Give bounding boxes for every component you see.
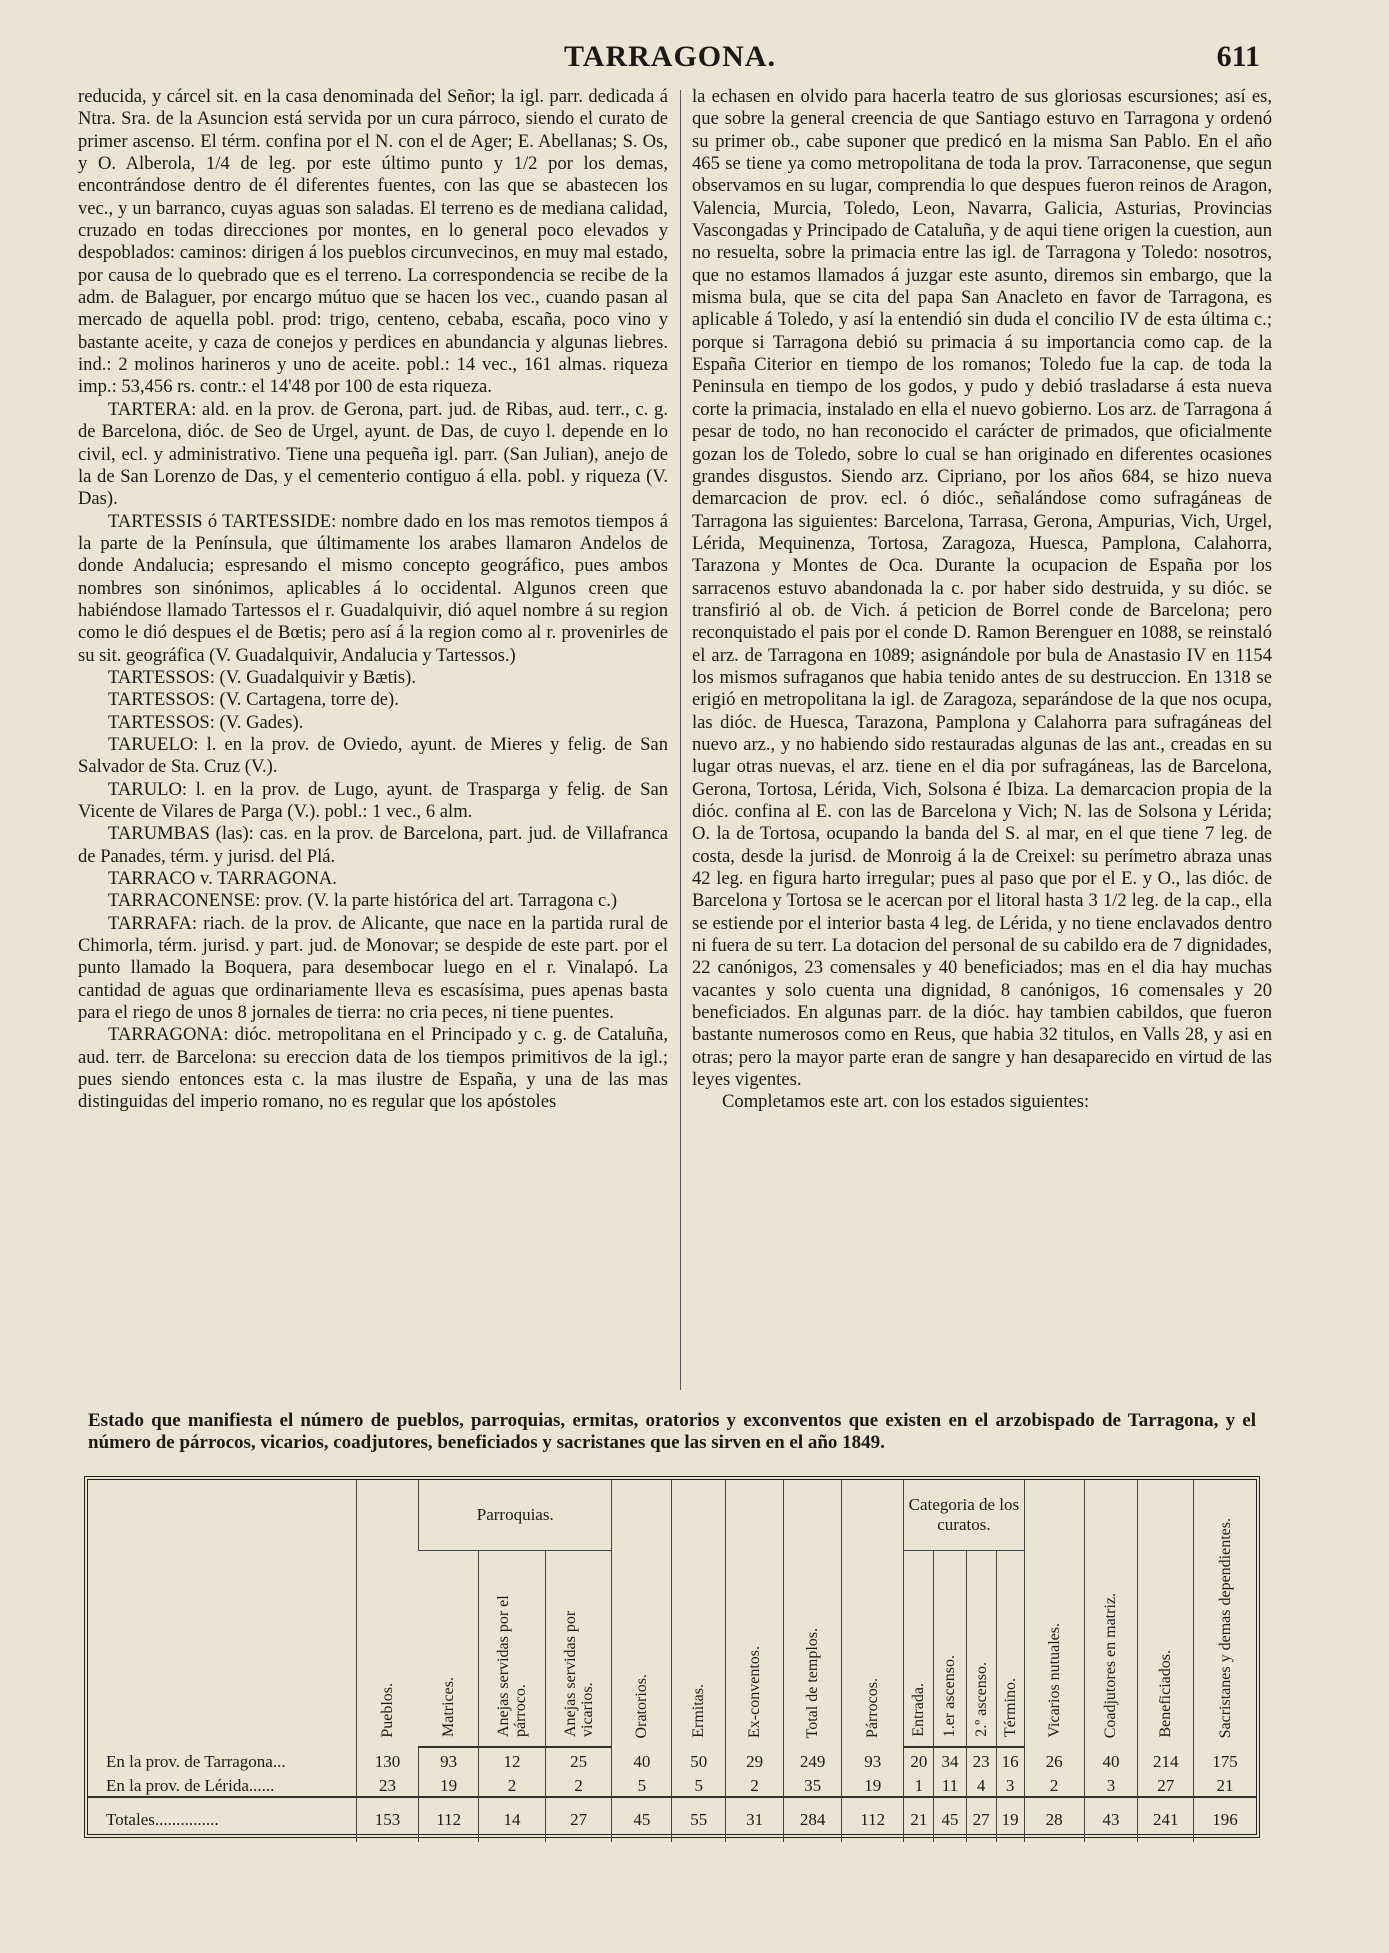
column-divider [680, 90, 681, 1390]
table-cell: 2 [545, 1772, 612, 1797]
col-anejas-vicarios: Anejas servidas por vicarios. [545, 1551, 612, 1748]
table-cell: 19 [996, 1797, 1024, 1842]
col-sacristanes: Sacristanes y demas dependientes. [1194, 1480, 1256, 1747]
table-cell: 27 [966, 1797, 996, 1842]
col-primer-ascenso: 1.er ascenso. [934, 1551, 966, 1748]
table-cell: 28 [1024, 1797, 1084, 1842]
row-label: En la prov. de Tarragona... [106, 1751, 286, 1771]
row-label: Totales............... [88, 1797, 356, 1842]
table-cell: 16 [996, 1747, 1024, 1772]
col-pueblos: Pueblos. [356, 1480, 418, 1747]
col-coadjutores: Coadjutores en matriz. [1084, 1480, 1138, 1747]
table-cell: 35 [784, 1772, 842, 1797]
table-cell: 26 [1024, 1747, 1084, 1772]
table-cell: 93 [419, 1747, 479, 1772]
table-cell: 40 [1084, 1747, 1138, 1772]
table-cell: 112 [842, 1797, 904, 1842]
col-exconventos: Ex-conventos. [726, 1480, 784, 1747]
running-title: TARRAGONA. [564, 40, 776, 73]
table-cell: 27 [1138, 1772, 1194, 1797]
table-row [88, 1772, 1256, 1797]
entry-tartessos-2: TARTESSOS: (V. Cartagena, torre de). [108, 689, 399, 711]
table-cell: 23 [356, 1772, 418, 1797]
table-cell: 55 [672, 1797, 726, 1842]
table-cell: 34 [934, 1747, 966, 1772]
entry-tarumbas: TARUMBAS (las): cas. en la prov. de Barcelona, part. jud. de Villafranca de Panades, térm. y jurisd. del Plá. [78, 823, 668, 867]
entry-continuation: reducida, y cárcel sit. en la casa denominada del Señor; la igl. parr. dedicada á Ntra. Sra. de la Asuncion está servida por un cura párroco, siendo el curato de primer ascenso. El térm. confina por el N. con el de Ager; E. Abellanas; S. Os, y O. Alberola, 1/4 de leg. por este último punto y 1/2 por los demas, encontrándose dentro de él diferentes fuentes, con las que se abastecen los vec., y un barranco, cuyas aguas son saladas. El terreno es de mediana calidad, cruzado en todas direcciones por montes, en lo general poco elevados y despoblados: caminos: dirigen á los pueblos circunvecinos, en muy mal estado, por causa de lo quebrado que es el terreno. La correspondencia se recibe de la adm. de Balaguer, por encargo mútuo que se hacen los vec., cuando pasan al mercado de aquella pobl. prod: trigo, centeno, cebaba, escaña, poco vino y bastante aceite, y caza de conejos y perdices en abundancia y algunas liebres. ind.: 2 molinos harineros y uno de aceite. pobl.: 14 vec., 161 almas. riqueza imp.: 53,456 rs. contr.: el 14'48 por 100 de esta riqueza. [78, 86, 668, 398]
col-entrada: Entrada. [904, 1551, 934, 1748]
table-cell: 29 [726, 1747, 784, 1772]
table-cell: 241 [1138, 1797, 1194, 1842]
table-cell: 5 [672, 1772, 726, 1797]
entry-tarulo: TARULO: l. en la prov. de Lugo, ayunt. de Trasparga y felig. de San Vicente de Vilares de Parga (V.). pobl.: 1 vec., 6 alm. [78, 778, 668, 822]
table-cell: 19 [842, 1772, 904, 1797]
table-cell: 43 [1084, 1797, 1138, 1842]
table-cell: 196 [1194, 1797, 1256, 1842]
table-cell: 284 [784, 1797, 842, 1842]
table-cell: 45 [934, 1797, 966, 1842]
entry-tarraconense: TARRACONENSE: prov. (V. la parte histórica del art. Tarragona c.) [108, 890, 618, 912]
table-cell: 19 [419, 1772, 479, 1797]
table-cell: 31 [726, 1797, 784, 1842]
table-cell: 21 [904, 1797, 934, 1842]
entry-tarragona-continued: la echasen en olvido para hacerla teatro de sus gloriosas escursiones; así es, que sobre la general creencia de que Santiago estuvo en Tarragona y ordenó su primer ob., cabe suponer que predicó en la misma San Pablo. En el año 465 se tiene ya como metropolitana de toda la prov. Tarraconense, que segun observamos en su lugar, comprendia lo que despues fueron reinos de Aragon, Valencia, Murcia, Toledo, Leon, Navarra, Galicia, Asturias, Provincias Vascongadas y Principado de Cataluña, y de aqui tiene origen la cuestion, aun no resuelta, sobre la primacia entre las igl. de Tarragona y Toledo: nosotros, que no estamos llamados á juzgar este asunto, diremos sin embargo, que la misma bula, que se cita del papa San Anacleto en favor de Tarragona, es aplicable á Toledo, y así la entendió sin duda el concilio IV de esta última c.; porque si Tarragona debió su primacia á su importancia como cap. de la España Citerior en tiempo de los romanos; Toledo fue la cap. de toda la Peninsula en tiempo de los godos, y pudo y debió trasladarse á esta nueva corte la primacia, instalado en ella el nuevo gobierno. Los arz. de Tarragona á pesar de todo, no han reconocido el carácter de primados, que oficialmente gozan los de Toledo, sobre lo cual se han originado en diferentes ocasiones grandes disgustos. Siendo arz. Cipriano, por los años 684, se hizo nueva demarcacion de prov. ecl. ó dióc., señalándose como sufragáneas de Tarragona las siguientes: Barcelona, Tarrasa, Gerona, Ampurias, Vich, Urgel, Lérida, Mequinenza, Tortosa, Zaragoza, Huesca, Pamplona, Calahorra, Tarazona y Montes de Oca. Durante la ocupacion de España por los sarracenos estuvo abandonada la c. por haber sido destruida, y su dióc. se transfirió al ob. de Vich. á peticion de Borrel conde de Barcelona; pero reconquistado el pais por el conde D. Ramon Berenguer en 1088, se reinstaló el arz. de Tarragona en 1089; asignándole por bula de Anastasio IV en 1154 los mismos sufraganos que habia tenido antes de su destruccion. En 1318 se erigió en metropolitana la igl. de Zaragoza, separándose de la que nos ocupa, las dióc. de Huesca, Tarazona, Pamplona y Calahorra para sufragáneas del nuevo arz., y no habiendo sido restauradas algunas de las ant., creadas en su lugar otras nuevas, el arz. tiene en el dia por sufragáneas, las de Barcelona, Gerona, Tortosa, Lérida, Vich, Solsona é Ibiza. La demarcacion propia de la dióc. confina al E. con las de Barcelona y Vich; N. las de Solsona y Lérida; O. la de Tortosa, ocupando la banda del S. al mar, en el que tiene 7 leg. de costa, desde la jurisd. de Monroig á la de Creixel: su perímetro abraza unas 42 leg. en figura harto irregular; pues al paso que por el E. y O., las dióc. de Barcelona y Tortosa se le acercan por el litoral hasta 3 1/2 leg. de la cap., ella se estiende por el interior basta 4 leg. de Lérida, y no tiene enclavados dentro ni fuera de su terr. La dotacion del personal de su cabildo era de 7 dignidades, 22 canónigos, 23 comensales y 40 beneficiados; mas en el dia hay muchas vacantes y solo cuenta una dignidad, 8 canónigos, 16 comensales y 20 beneficiados. En algunas parr. de la dióc. hay tambien cabildos, que fueron bastante numerosos como en Reus, que habia 32 titulos, en Valls 28, y asi en otras; pero la mayor parte eran de sangre y han desaparecido en virtud de las leyes vigentes. [692, 86, 1272, 1091]
col-termino: Término. [996, 1551, 1024, 1748]
table-cell: 130 [356, 1747, 418, 1772]
table-cell: 2 [726, 1772, 784, 1797]
table-cell: 175 [1194, 1747, 1256, 1772]
col-ermitas: Ermitas. [672, 1480, 726, 1747]
col-anejas-parroco: Anejas servidas por el párroco. [479, 1551, 546, 1748]
table-cell: 45 [612, 1797, 672, 1842]
col-matrices: Matrices. [419, 1551, 479, 1748]
entry-tartessis: TARTESSIS ó TARTESSIDE: nombre dado en los mas remotos tiempos á la parte de la Península, que últimamente los arabes llamaron Andelos de donde Andalucia; espresando el mismo concepto geográfico, pues ambos nombres son sinónimos, aplicables á lo occidental. Algunos creen que habiéndose llamado Tartessos el r. Guadalquivir, dió aquel nombre á su region como le dió despues el de Bœtis; pero así á la region como al r. provenirles de su sit. geográfica (V. Guadalquivir, Andalucia y Tartessos.) [78, 510, 668, 666]
entry-tarragona: TARRAGONA: dióc. metropolitana en el Principado y c. g. de Cataluña, aud. terr. de Barcelona: su ereccion data de los tiempos primitivos de la igl.; pues siendo entonces esta c. la mas ilustre de España, y una de las mas distinguidas del imperio romano, no es regular que los apóstoles [78, 1024, 668, 1113]
right-column [692, 86, 1272, 1114]
col-beneficiados: Beneficiados. [1138, 1480, 1194, 1747]
table-cell: 153 [356, 1797, 418, 1842]
table-cell: 1 [904, 1772, 934, 1797]
table-cell: 5 [612, 1772, 672, 1797]
table-cell: 11 [934, 1772, 966, 1797]
table-cell: 214 [1138, 1747, 1194, 1772]
table-cell: 20 [904, 1747, 934, 1772]
table-cell: 14 [479, 1797, 546, 1842]
closing-line: Completamos este art. con los estados siguientes: [722, 1091, 1090, 1113]
table-cell: 3 [996, 1772, 1024, 1797]
group-categoria: Categoria de los curatos. [904, 1480, 1024, 1551]
table-cell: 4 [966, 1772, 996, 1797]
table-cell: 2 [479, 1772, 546, 1797]
entry-tartera: TARTERA: ald. en la prov. de Gerona, part. jud. de Ribas, aud. terr., c. g. de Barcelona, dióc. de Seo de Urgel, ayunt. de Das, de cuyo l. depende en lo civil, ecl. y administrativo. Tiene una pequeña igl. parr. (San Julian), anejo de la de San Lorenzo de Das, y el cementerio contiguo á ella. pobl. y riqueza (V. Das). [78, 398, 668, 510]
table-cell: 23 [966, 1747, 996, 1772]
table-cell: 25 [545, 1747, 612, 1772]
col-vicarios: Vicarios nutuales. [1024, 1480, 1084, 1747]
row-label: En la prov. de Lérida...... [106, 1776, 275, 1795]
col-parrocos: Párrocos. [842, 1480, 904, 1747]
table-cell: 40 [612, 1747, 672, 1772]
entry-tarrafa: TARRAFA: riach. de la prov. de Alicante, que nace en la partida rural de Chimorla, térm. jurisd. y part. jud. de Monovar; se despide de este part. por el punto llamado la Boquera, para desembocar luego en el r. Vinalapó. La cantidad de aguas que ordinariamente lleva es escasísima, pues apenas basta para el riego de unos 8 jornales de tierra: no cria peces, ni tiene puentes. [78, 912, 668, 1024]
statistics-grid [88, 1480, 1256, 1842]
entry-taruelo: TARUELO: l. en la prov. de Oviedo, ayunt. de Mieres y felig. de San Salvador de Sta. Cruz (V.). [78, 733, 668, 778]
col-total-templos: Total de templos. [784, 1480, 842, 1747]
page-header [80, 40, 1260, 82]
table-cell: 112 [419, 1797, 479, 1842]
table-cell: 93 [842, 1747, 904, 1772]
table-cell: 50 [672, 1747, 726, 1772]
table-cell: 12 [479, 1747, 546, 1772]
table-cell: 27 [545, 1797, 612, 1842]
table-cell: 21 [1194, 1772, 1256, 1797]
col-oratorios: Oratorios. [612, 1480, 672, 1747]
left-column [78, 86, 668, 1114]
entry-tartessos-3: TARTESSOS: (V. Gades). [108, 711, 304, 733]
statistics-table [84, 1476, 1260, 1838]
table-total-row [88, 1797, 1256, 1842]
table-cell: 2 [1024, 1772, 1084, 1797]
group-parroquias: Parroquias. [419, 1480, 612, 1551]
row-label-header [88, 1480, 356, 1747]
col-segundo-ascenso: 2.º ascenso. [966, 1551, 996, 1748]
table-caption: Estado que manifiesta el número de pueblos, parroquias, ermitas, oratorios y exconventos que existen en el arzobispado de Tarragona, y el número de párrocos, vicarios, coadjutores, beneficiados y sacristanes que las sirven en el año 1849. [88, 1410, 1256, 1453]
page-number: 611 [1216, 40, 1260, 73]
entry-tartessos-1: TARTESSOS: (V. Guadalquivir y Bætis). [108, 666, 416, 688]
entry-tarraco: TARRACO v. TARRAGONA. [108, 868, 337, 890]
table-row [88, 1747, 1256, 1772]
table-cell: 3 [1084, 1772, 1138, 1797]
table-cell: 249 [784, 1747, 842, 1772]
